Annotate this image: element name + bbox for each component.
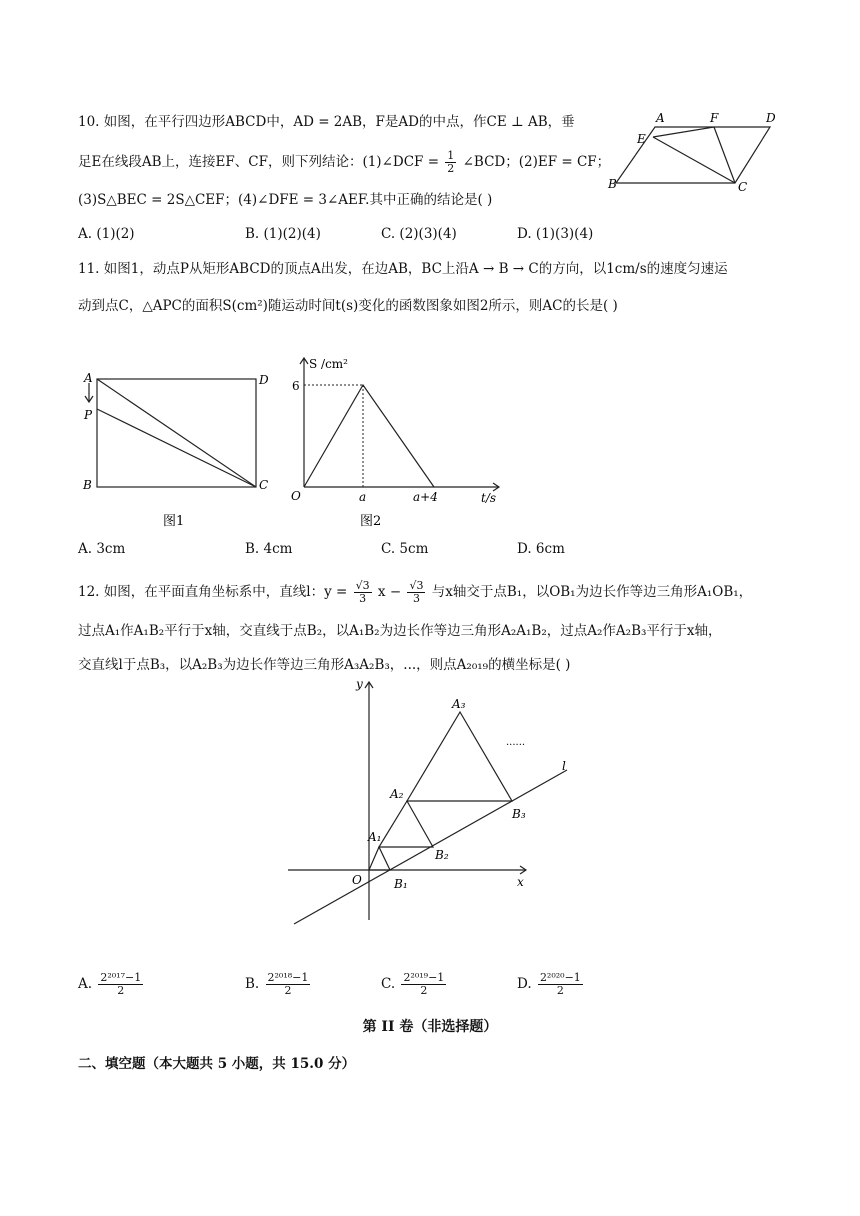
q12-line1-part-b: x − — [377, 584, 402, 600]
label-b: B — [608, 177, 617, 191]
label-b: B — [83, 478, 92, 492]
q11-option-a: A. 3cm — [78, 541, 126, 557]
label-d: D — [766, 111, 776, 125]
option-letter: D. — [517, 976, 532, 992]
option-letter: B. — [245, 976, 260, 992]
q11-line1: 11. 如图1，动点P从矩形ABCD的顶点A出发，在边AB，BC上沿A → B → C的方向，以1cm/s的速度匀速运 — [78, 261, 728, 277]
q12-line3: 交直线l于点B₃，以A₂B₃为边长作等边三角形A₃A₂B₃，...，则点A₂₀₁₉的横坐标是( ) — [78, 657, 571, 673]
q10-line2-part-a: 足E在线段AB上，连接EF、CF，则下列结论：(1)∠DCF = — [78, 154, 439, 170]
frac-den: 2 — [284, 984, 292, 997]
option-letter: C. — [381, 976, 396, 992]
q11-option-c: C. 5cm — [381, 541, 429, 557]
segment-pc — [97, 409, 256, 487]
label-b3: B₃ — [512, 807, 526, 821]
q11-line2: 动到点C，△APC的面积S(cm²)随运动时间t(s)变化的函数图象如图2所示，则AC的长是( ) — [78, 298, 618, 314]
q10-frac-num: 1 — [447, 149, 455, 162]
q12-fraction-sqrt3-over-3-b — [407, 580, 425, 605]
triangle-a2-a1-b2 — [379, 801, 433, 847]
label-c: C — [259, 478, 269, 492]
frac-num: √3 — [355, 579, 370, 592]
frac-den: 2 — [420, 984, 428, 997]
frac-den: 2 — [556, 984, 564, 997]
segment-fc — [714, 127, 735, 183]
q12-line1-part-a: 12. 如图，在平面直角坐标系中，直线l：y = — [78, 584, 348, 600]
q10-fraction-half — [445, 150, 456, 175]
frac-num: 2²⁰¹⁷−1 — [100, 971, 142, 984]
q10-option-a: A. (1)(2) — [78, 226, 135, 242]
q12-option-b — [245, 972, 312, 997]
q12-line1-part-c: 与x轴交于点B₁，以OB₁为边长作等边三角形A₁OB₁， — [431, 584, 753, 600]
section2-heading: 二、填空题（本大题共 5 小题，共 15.0 分） — [78, 1056, 356, 1072]
label-origin: O — [352, 873, 362, 887]
q10-option-b: B. (1)(2)(4) — [245, 226, 321, 242]
frac-num: √3 — [409, 579, 424, 592]
q12-coordinate-figure — [280, 670, 590, 935]
q10-parallelogram-figure — [600, 105, 790, 195]
frac-num: 2²⁰¹⁸−1 — [267, 971, 309, 984]
part2-title: 第 II 卷（非选择题） — [362, 1019, 498, 1035]
q10-option-c: C. (2)(3)(4) — [381, 226, 457, 242]
option-fraction — [538, 972, 583, 997]
origin-label: O — [291, 489, 301, 503]
label-a: A — [656, 111, 665, 125]
q10-option-d: D. (1)(3)(4) — [517, 226, 594, 242]
option-letter: A. — [78, 976, 93, 992]
fig1-caption: 图1 — [163, 514, 185, 529]
y-axis-label: S /cm² — [309, 357, 348, 371]
q10-line2 — [78, 150, 610, 175]
label-b2: B₂ — [435, 848, 449, 862]
graph-line — [304, 385, 434, 487]
q11-option-b: B. 4cm — [245, 541, 293, 557]
diagonal-ac — [97, 379, 256, 487]
q12-line2: 过点A₁作A₁B₂平行于x轴，交直线于点B₂，以A₁B₂为边长作等边三角形A₂A₁B₂，过点A₂作A₂B₃平行于x轴， — [78, 623, 722, 639]
fig2-caption: 图2 — [360, 514, 382, 529]
triangle-a3-a2-b3 — [407, 712, 512, 801]
q11-option-d: D. 6cm — [517, 541, 565, 557]
segment-ec — [653, 137, 735, 183]
label-b1: B₁ — [394, 877, 408, 891]
q10-frac-den: 2 — [447, 162, 455, 175]
tick-a: a — [359, 490, 367, 504]
frac-den: 2 — [117, 984, 125, 997]
frac-den: 3 — [359, 592, 367, 605]
label-y: y — [356, 677, 363, 691]
q12-option-a — [78, 972, 145, 997]
label-ellipsis: ...... — [506, 737, 526, 748]
q11-figure2-graph — [285, 350, 515, 535]
label-p: P — [84, 408, 93, 422]
option-fraction — [98, 972, 143, 997]
x-axis-label: t/s — [481, 491, 497, 505]
triangle-a1-o-b1 — [369, 847, 390, 870]
segment-ef — [653, 127, 714, 137]
option-fraction — [401, 972, 446, 997]
label-d: D — [259, 373, 269, 387]
label-a1: A₁ — [368, 830, 382, 844]
label-e: E — [637, 132, 646, 146]
tick-a-plus-4: a+4 — [413, 490, 438, 504]
q10-line1: 10. 如图，在平行四边形ABCD中，AD = 2AB，F是AD的中点，作CE ⊥ AB，垂 — [78, 114, 575, 130]
q12-option-d — [517, 972, 585, 997]
label-a3: A₃ — [452, 697, 466, 711]
label-a: A — [84, 371, 93, 385]
q12-fraction-sqrt3-over-3-a — [354, 580, 372, 605]
frac-num: 2²⁰²⁰−1 — [539, 971, 581, 984]
q12-option-c — [381, 972, 448, 997]
label-l: l — [562, 759, 566, 773]
label-f: F — [710, 111, 719, 125]
q10-line2-part-b: ∠BCD；(2)EF = CF； — [462, 154, 611, 170]
label-a2: A₂ — [390, 787, 404, 801]
frac-den: 3 — [412, 592, 420, 605]
option-fraction — [266, 972, 311, 997]
frac-num: 2²⁰¹⁹−1 — [403, 971, 445, 984]
q10-line3: (3)S△BEC = 2S△CEF；(4)∠DFE = 3∠AEF.其中正确的结论是( ) — [78, 192, 493, 208]
tick-six: 6 — [292, 379, 300, 393]
label-c: C — [738, 180, 748, 194]
q12-line1 — [78, 578, 752, 606]
label-x: x — [517, 875, 524, 889]
q11-figure1-rectangle — [78, 365, 278, 535]
